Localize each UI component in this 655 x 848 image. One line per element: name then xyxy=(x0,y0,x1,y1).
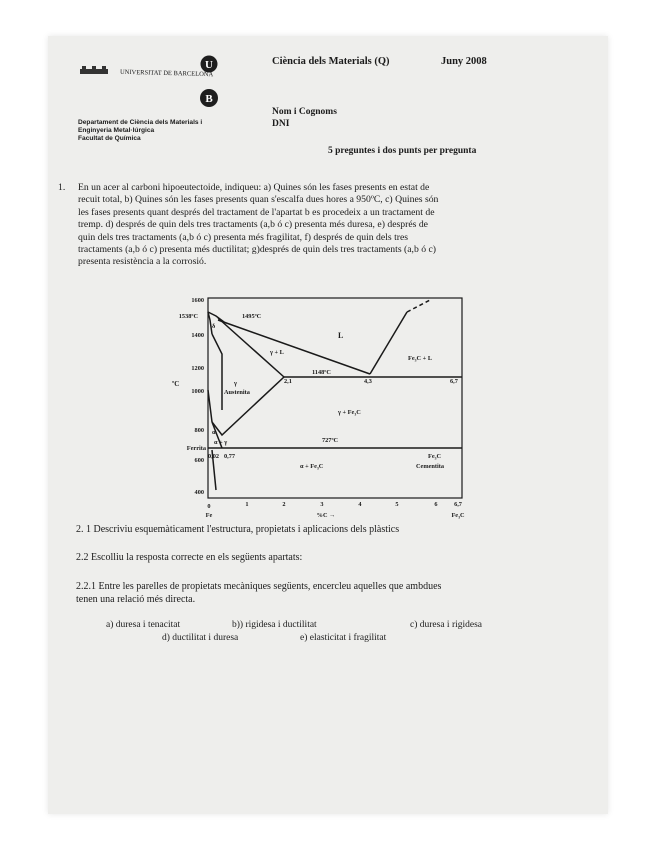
x-tick-label: 5 xyxy=(395,501,399,508)
question-2-2: 2.2 Escolliu la resposta correcte en els següents apartats: xyxy=(76,552,303,563)
carbon-4-3-label: 4,3 xyxy=(364,378,372,385)
x-axis-label: %C → xyxy=(316,512,336,519)
temp-727-label: 727ºC xyxy=(322,437,339,444)
fe-c-phase-diagram xyxy=(160,290,480,522)
solidus-line xyxy=(218,318,284,377)
liquidus-line-austenite xyxy=(218,320,370,374)
y-tick-label: 1000 xyxy=(191,388,204,395)
alpha-fe3c-label: α + Fe₃C xyxy=(300,463,324,470)
exam-page xyxy=(48,36,608,814)
x-tick-label: 2 xyxy=(282,501,286,508)
question-number: 1. xyxy=(58,182,66,193)
name-label: Nom i Cognoms xyxy=(272,107,337,117)
a3-line xyxy=(208,390,212,422)
x-tick-label: 0 xyxy=(207,503,211,510)
question-line: 2.2.1 Entre les parelles de propietats mecàniques següents, encercleu aquelles que ambdues xyxy=(76,581,442,592)
dni-label: DNI xyxy=(272,119,290,129)
x-left-label: Fe xyxy=(205,512,213,519)
option-a: a) duresa i tenacitat xyxy=(106,620,181,630)
ferrita-label: Ferrita xyxy=(186,445,206,452)
delta-label: δ xyxy=(212,323,216,330)
gamma-fe3c-label: γ + Fe₃C xyxy=(338,409,361,416)
y-tick-label: 800 xyxy=(194,427,204,434)
x-tick-label: 3 xyxy=(320,501,324,508)
department-line: Departament de Ciència dels Materials i xyxy=(78,119,203,126)
question-2-2-1 xyxy=(76,580,441,606)
temp-1148-label: 1148ºC xyxy=(312,369,331,376)
option-d: d) ductilitat i duresa xyxy=(162,633,239,643)
liquidus-line-cementite xyxy=(370,312,407,374)
gamma-label: γ xyxy=(234,380,237,387)
y-tick-label: 1400 xyxy=(191,332,204,339)
x-tick-label: 6 xyxy=(434,501,438,508)
liquid-label: L xyxy=(338,331,344,340)
university-name: UNIVERSITAT DE BARCELONA xyxy=(119,68,214,79)
alpha-label: α xyxy=(212,429,216,436)
x-right-label: Fe₃C xyxy=(451,512,465,519)
department-line: Facultat de Química xyxy=(78,135,141,142)
acm-line xyxy=(212,377,284,435)
exam-date: Juny 2008 xyxy=(441,56,487,67)
scoring-note: 5 preguntes i dos punts per pregunta xyxy=(328,146,477,156)
department-line: Enginyeria Metal·lúrgica xyxy=(78,127,155,134)
austenite-boundary-line xyxy=(212,334,222,410)
carbon-2-1-label: 2,1 xyxy=(284,378,292,385)
course-title: Ciència dels Materials (Q) xyxy=(272,56,390,67)
option-e: e) elasticitat i fragilitat xyxy=(300,633,387,643)
question-line: recuit total, b) Quines són les fases presents quan s'escalfa dues hores a 950ºC, c) Quines són xyxy=(78,194,439,206)
question-line: tenen una relació més directa. xyxy=(76,594,196,605)
temp-1495-label: 1495ºC xyxy=(242,313,262,320)
y-unit: ºC xyxy=(172,380,180,388)
carbon-6-7-label: 6,7 xyxy=(450,378,458,385)
question-line: quin dels tres tractaments (a,b ó c) presenta més fragilitat, f) després de quin dels tres xyxy=(78,231,409,243)
question-line: tractaments (a,b ó c) presenta més ductilitat; g)després de quin dels tres tractaments (a,b ó c) xyxy=(78,244,437,256)
alpha-gamma-label: α + γ xyxy=(214,439,228,446)
department-block xyxy=(78,119,202,143)
x-tick-label: 6,7 xyxy=(454,501,462,508)
option-c: c) duresa i rigidesa xyxy=(410,620,483,630)
gamma-liquid-label: γ + L xyxy=(270,349,284,356)
x-tick-label: 4 xyxy=(358,501,362,508)
y-tick-label: 600 xyxy=(194,457,204,464)
liquidus-extension xyxy=(407,300,430,312)
logo-letter-u: U xyxy=(205,59,213,71)
y-tick-label: 400 xyxy=(194,489,204,496)
x-tick-label: 1 xyxy=(245,501,249,508)
question-line: En un acer al carboni hipoeutectoide, indiqueu: a) Quines són les fases presents en estat de xyxy=(78,182,430,193)
question-1 xyxy=(58,182,548,269)
option-b: b)) rigidesa i ductilitat xyxy=(232,620,317,630)
carbon-0-77-label: 0,77 xyxy=(224,453,236,460)
fe3c-liquid-label: Fe₃C + L xyxy=(408,355,433,362)
question-2-1: 2. 1 Descriviu esquemàticament l'estructura, propietats i aplicacions dels plàstics xyxy=(76,524,400,535)
carbon-0-02-label: 0,02 xyxy=(208,453,220,460)
y-tick-label: 1600 xyxy=(191,297,204,304)
question-line: les fases presents quant després del tractament de l'apartat b es procedeix a un tractament de xyxy=(78,206,435,218)
temp-1538-label: 1538ºC xyxy=(178,313,198,320)
y-tick-label: 1200 xyxy=(191,365,204,372)
logo-letter-b: B xyxy=(205,93,213,105)
university-logo xyxy=(78,50,228,110)
cementita-label: Cementita xyxy=(416,463,444,470)
question-line: tremp. d) després de quin dels tres tractaments (a,b ó c) presenta més duresa, e) després de xyxy=(78,219,428,231)
fe3c-label: Fe₃C xyxy=(428,453,442,460)
question-line: presenta resistència a la corrosió. xyxy=(78,256,207,268)
austenita-label: Austenita xyxy=(224,389,250,396)
